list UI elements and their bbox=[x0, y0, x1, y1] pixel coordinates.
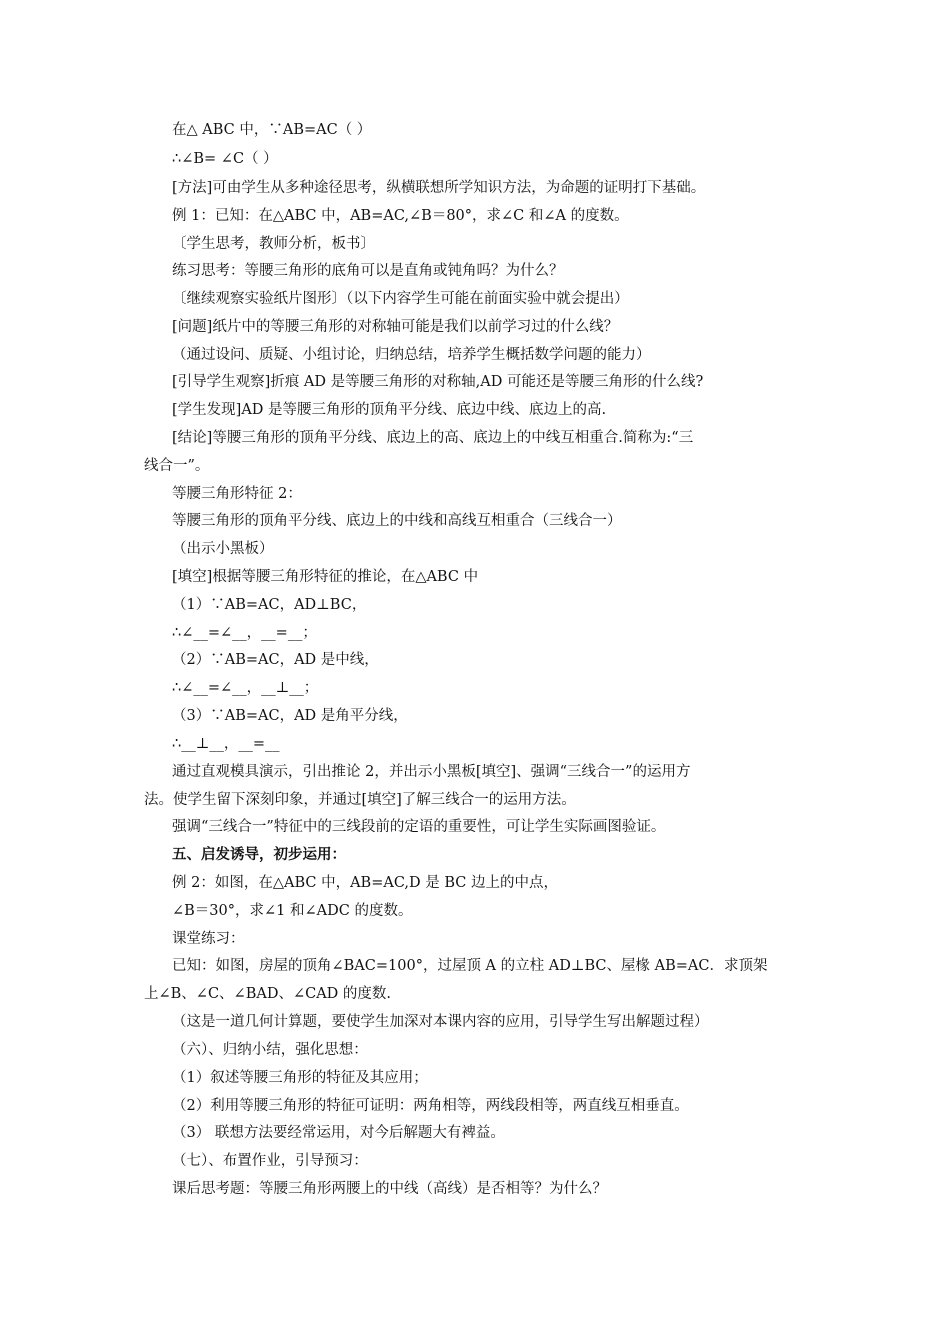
text-line: （这是一道几何计算题，要使学生加深对本课内容的应用，引导学生写出解题过程） bbox=[172, 1014, 709, 1030]
text-line: 线合一”。 bbox=[144, 458, 210, 474]
text-line: （1）∵AB=AC，AD⊥BC， bbox=[172, 597, 367, 613]
text-line: （出示小黑板） bbox=[172, 541, 274, 557]
text-line: 〔学生思考，教师分析，板书〕 bbox=[172, 236, 375, 252]
text-line: [学生发现]AD 是等腰三角形的顶角平分线、底边中线、底边上的高. bbox=[172, 402, 607, 418]
text-line: 练习思考：等腰三角形的底角可以是直角或钝角吗？为什么？ bbox=[172, 263, 564, 279]
text-line: （3）∵AB=AC，AD 是角平分线， bbox=[172, 708, 408, 724]
text-line: [引导学生观察]折痕 AD 是等腰三角形的对称轴,AD 可能还是等腰三角形的什么线? bbox=[172, 374, 704, 390]
text-line: 法。使学生留下深刻印象，并通过[填空]了解三线合一的运用方法。 bbox=[144, 792, 576, 808]
text-line: （2）∵AB=AC，AD 是中线， bbox=[172, 652, 379, 668]
text-line: ∴__⊥__，__=__ bbox=[172, 736, 280, 752]
text-line: 〔继续观察实验纸片图形〕（以下内容学生可能在前面实验中就会提出） bbox=[172, 291, 629, 307]
text-line: 例 1：已知：在△ABC 中，AB=AC,∠B＝80°，求∠C 和∠A 的度数。 bbox=[172, 208, 629, 224]
text-line: 等腰三角形的顶角平分线、底边上的中线和高线互相重合（三线合一） bbox=[172, 513, 622, 529]
text-line: 课堂练习： bbox=[172, 931, 245, 947]
section-heading: （七）、布置作业，引导预习： bbox=[172, 1153, 368, 1169]
text-line: ∴∠__=∠__，__⊥__； bbox=[172, 680, 319, 696]
text-line: [问题]纸片中的等腰三角形的对称轴可能是我们以前学习过的什么线？ bbox=[172, 319, 619, 335]
text-line: 在△ ABC 中，∵AB=AC（ ） bbox=[172, 122, 372, 138]
text-line: ∴∠__=∠__，__=__； bbox=[172, 625, 317, 641]
text-line: [方法]可由学生从多种途径思考，纵横联想所学知识方法，为命题的证明打下基础。 bbox=[172, 180, 706, 196]
text-line: ∠B＝30°，求∠1 和∠ADC 的度数。 bbox=[172, 903, 413, 919]
text-line: 例 2：如图，在△ABC 中，AB=AC,D 是 BC 边上的中点， bbox=[172, 875, 558, 891]
text-line: （2）利用等腰三角形的特征可证明：两角相等，两线段相等，两直线互相垂直。 bbox=[172, 1098, 689, 1114]
text-line: [填空]根据等腰三角形特征的推论，在△ABC 中 bbox=[172, 569, 479, 585]
text-line: （通过设问、质疑、小组讨论，归纳总结，培养学生概括数学问题的能力） bbox=[172, 347, 651, 363]
text-line: ∴∠B= ∠C（ ） bbox=[172, 151, 278, 167]
section-heading: （六）、归纳小结，强化思想： bbox=[172, 1042, 368, 1058]
text-line: 等腰三角形特征 2： bbox=[172, 486, 302, 502]
text-line: [结论]等腰三角形的顶角平分线、底边上的高、底边上的中线互相重合.简称为:“三 bbox=[172, 430, 694, 446]
text-line: 通过直观模具演示，引出推论 2，并出示小黑板[填空]、强调“三线合一”的运用方 bbox=[172, 764, 691, 780]
text-line: （3） 联想方法要经常运用，对今后解题大有裨益。 bbox=[172, 1125, 505, 1141]
text-line: 课后思考题：等腰三角形两腰上的中线（高线）是否相等？为什么？ bbox=[172, 1181, 607, 1197]
text-line: 强调“三线合一”特征中的三线段前的定语的重要性，可让学生实际画图验证。 bbox=[172, 819, 666, 835]
text-line: （1）叙述等腰三角形的特征及其应用； bbox=[172, 1070, 428, 1086]
section-heading: 五、启发诱导，初步运用： bbox=[172, 846, 346, 863]
text-line: 上∠B、∠C、∠BAD、∠CAD 的度数. bbox=[144, 986, 392, 1002]
text-line: 已知：如图，房屋的顶角∠BAC=100°，过屋顶 A 的立柱 AD⊥BC、屋椽 AB=AC．求顶架 bbox=[172, 958, 768, 974]
